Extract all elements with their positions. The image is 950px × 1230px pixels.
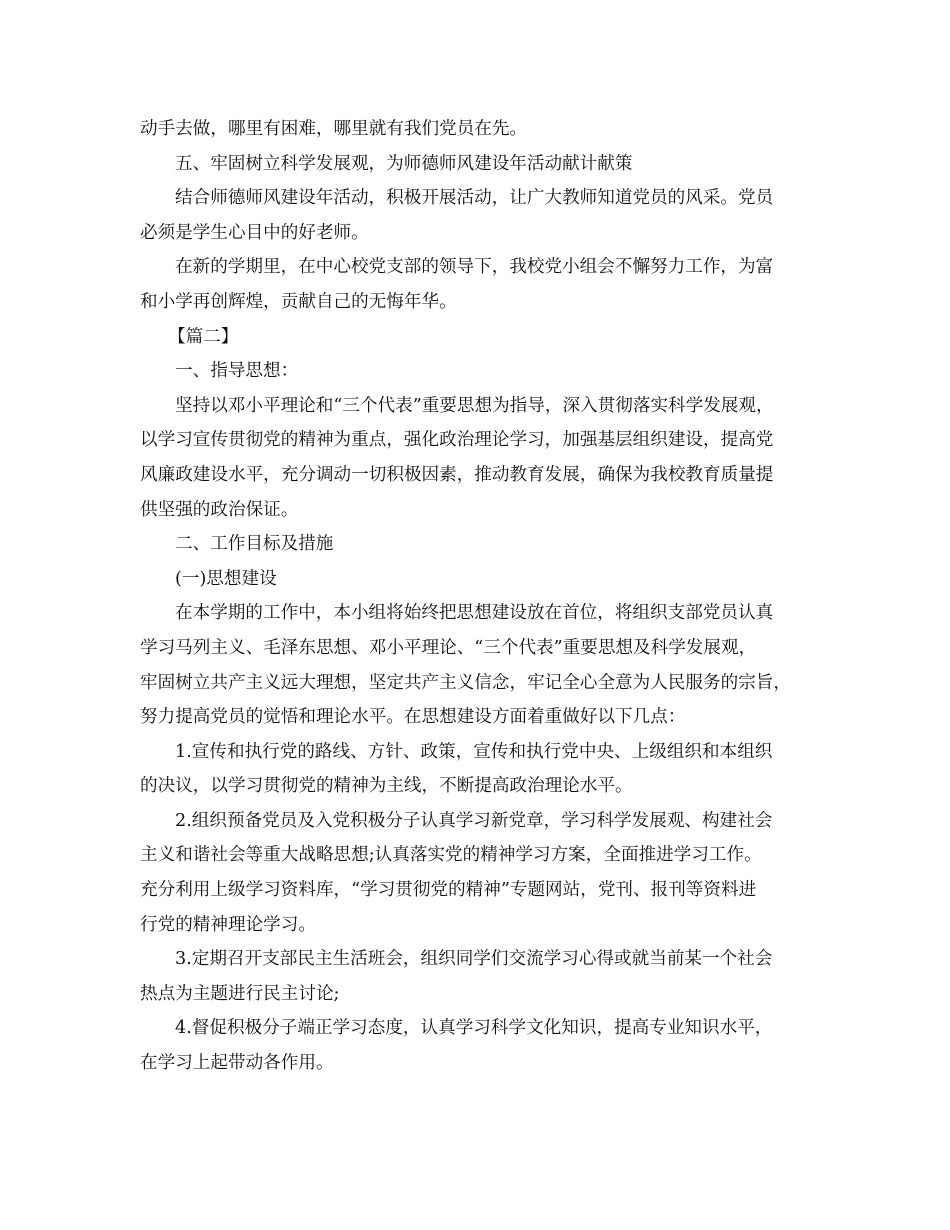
list-item-3: 3.定期召开支部民主生活班会，组织同学们交流学习心得或就当前某一个社会 (175, 949, 773, 970)
paragraph-line: 在本学期的工作中，本小组将始终把思想建设放在首位，将组织支部党员认真 (175, 603, 774, 624)
paragraph-line: 主义和谐社会等重大战略思想;认真落实党的精神学习方案，全面推进学习工作。 (140, 845, 762, 866)
paragraph-line: 在新的学期里，在中心校党支部的领导下，我校党小组会不懈努力工作，为富 (175, 257, 774, 278)
paragraph-line: 努力提高党员的觉悟和理论水平。在思想建设方面着重做好以下几点： (140, 707, 686, 728)
paragraph-line: 热点为主题进行民主讨论; (140, 983, 340, 1004)
list-item-1: 1.宣传和执行党的路线、方针、政策，宣传和执行党中央、上级组织和本组织 (175, 741, 773, 762)
list-item-2: 2.组织预备党员及入党积极分子认真学习新党章，学习科学发展观、构建社会 (175, 810, 773, 831)
paragraph-line: 充分利用上级学习资料库，“学习贯彻党的精神”专题网站，党刊、报刊等资料进 (140, 880, 757, 901)
paragraph-line: 在学习上起带动各作用。 (140, 1053, 334, 1074)
paragraph-line: 行党的精神理论学习。 (140, 914, 316, 935)
section-heading-two: 二、工作目标及措施 (175, 534, 334, 555)
paragraph-line: 必须是学生心目中的好老师。 (140, 222, 369, 243)
paragraph-line: 的决议，以学习贯彻党的精神为主线，不断提高政治理论水平。 (140, 776, 633, 797)
document-body (140, 112, 820, 1081)
list-item-4: 4.督促积极分子端正学习态度，认真学习科学文化知识，提高专业知识水平， (175, 1018, 773, 1039)
paragraph-line: 供坚强的政治保证。 (140, 499, 299, 520)
paragraph-line: 结合师德师风建设年活动，积极开展活动，让广大教师知道党员的风采。党员 (175, 188, 774, 209)
section-heading-five: 五、牢固树立科学发展观，为师德师风建设年活动献计献策 (175, 153, 633, 174)
paragraph-line: 风廉政建设水平，充分调动一切积极因素，推动教育发展，确保为我校教育质量提 (140, 464, 774, 485)
paragraph-line: 以学习宣传贯彻党的精神为重点，强化政治理论学习，加强基层组织建设，提高党 (140, 430, 774, 451)
paragraph-line: 牢固树立共产主义远大理想，坚定共产主义信念，牢记全心全意为人民服务的宗旨， (140, 672, 791, 693)
subsection-heading: (一)思想建设 (175, 568, 277, 589)
paragraph-line: 动手去做，哪里有困难，哪里就有我们党员在先。 (140, 119, 528, 139)
paragraph-line: 和小学再创辉煌，贡献自己的无悔年华。 (140, 291, 457, 312)
section-heading-one: 一、指导思想： (175, 361, 299, 382)
paragraph-line: 坚持以邓小平理论和“三个代表”重要思想为指导，深入贯彻落实科学发展观， (175, 395, 774, 416)
part-heading: 【篇二】 (168, 326, 239, 347)
paragraph-line: 学习马列主义、毛泽东思想、邓小平理论、“三个代表”重要思想及科学发展观， (140, 637, 757, 658)
